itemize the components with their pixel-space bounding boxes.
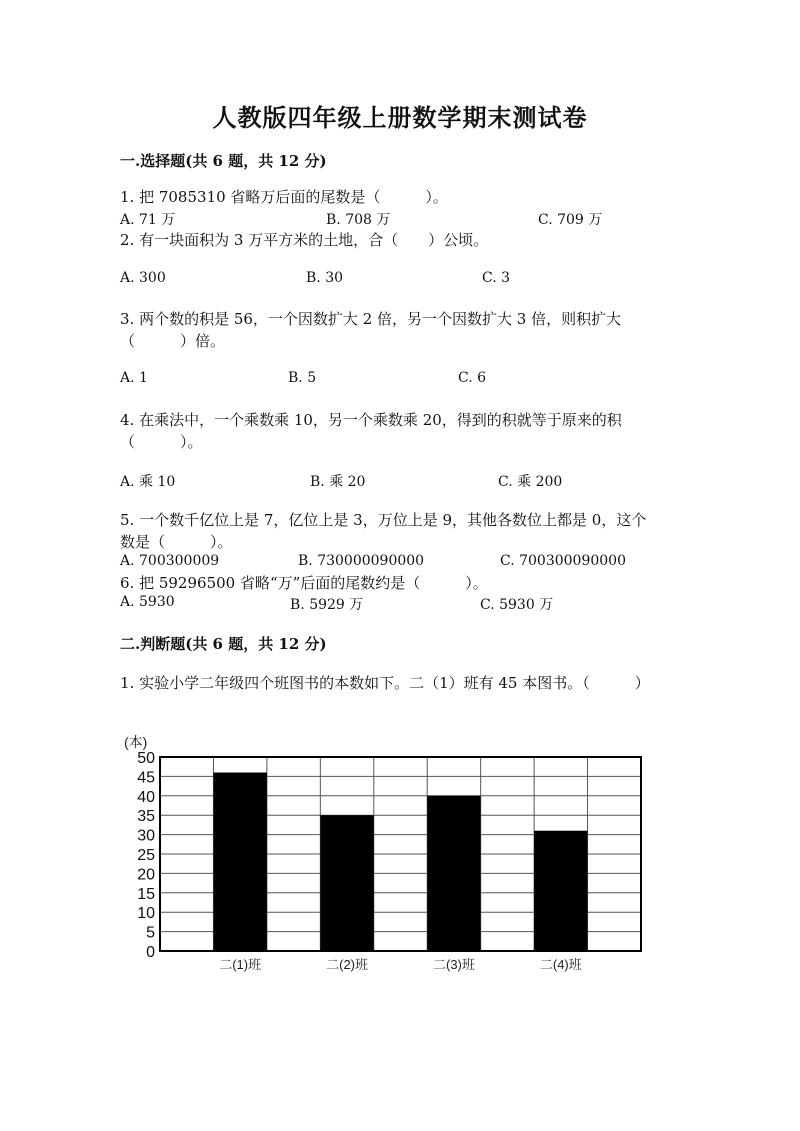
chart-bars xyxy=(213,773,587,951)
x-tick-label: 二(3)班 xyxy=(432,957,475,972)
option-c[interactable]: C. 709 万 xyxy=(538,212,603,228)
question-4-line1: 4. 在乘法中，一个乘数乘 10，另一个乘数乘 20，得到的积就等于原来的积 xyxy=(120,411,622,429)
bar-3 xyxy=(427,796,480,951)
y-axis-label: (本) xyxy=(124,734,148,750)
option-c[interactable]: C. 3 xyxy=(482,270,511,286)
bar-1 xyxy=(213,773,266,951)
judge-question-1: 1. 实验小学二年级四个班图书的本数如下。二（1）班有 45 本图书。（ ） xyxy=(120,674,650,692)
y-tick-labels xyxy=(137,750,155,961)
option-a[interactable]: A. 1 xyxy=(120,370,148,386)
x-tick-label: 二(1)班 xyxy=(219,957,262,972)
option-a[interactable]: A. 71 万 xyxy=(120,212,176,228)
section-judge-heading: 二.判断题(共 6 题，共 12 分) xyxy=(120,635,327,653)
x-tick-label: 二(4)班 xyxy=(539,957,582,972)
y-tick-label: 20 xyxy=(137,866,155,884)
option-b[interactable]: B. 30 xyxy=(306,270,344,286)
option-b[interactable]: B. 5 xyxy=(288,370,317,386)
bar-chart xyxy=(110,730,650,980)
option-b[interactable]: B. 乘 20 xyxy=(310,474,366,490)
question-5-line2: 数是（ ）。 xyxy=(120,533,233,551)
option-b[interactable]: B. 708 万 xyxy=(326,212,391,228)
bar-4 xyxy=(534,831,587,951)
y-tick-label: 0 xyxy=(146,944,155,961)
question-4-line2: （ ）。 xyxy=(120,433,203,451)
y-tick-label: 25 xyxy=(137,847,155,864)
y-tick-label: 10 xyxy=(137,905,155,923)
question-3-line2: （ ）倍。 xyxy=(120,332,226,350)
y-tick-label: 35 xyxy=(137,808,155,826)
y-tick-label: 30 xyxy=(137,827,155,845)
option-b[interactable]: B. 5929 万 xyxy=(290,597,364,613)
question-5-options xyxy=(120,553,680,573)
y-tick-label: 40 xyxy=(137,788,155,806)
y-tick-label: 5 xyxy=(146,924,155,942)
y-tick-label: 50 xyxy=(137,750,155,767)
section-choice-heading: 一.选择题(共 6 题，共 12 分) xyxy=(120,152,327,170)
question-4 xyxy=(120,409,680,453)
question-2: 2. 有一块面积为 3 万平方米的土地，合（ ）公顷。 xyxy=(120,231,489,249)
page-title: 人教版四年级上册数学期末测试卷 xyxy=(212,103,588,132)
option-a[interactable]: A. 700300009 xyxy=(120,553,220,569)
question-3-line1: 3. 两个数的积是 56，一个因数扩大 2 倍，另一个因数扩大 3 倍，则积扩大 xyxy=(120,310,622,328)
question-5-line1: 5. 一个数千亿位上是 7，亿位上是 3，万位上是 9，其他各数位上都是 0，这个 xyxy=(120,511,647,529)
option-b[interactable]: B. 730000090000 xyxy=(298,553,425,569)
option-a[interactable]: A. 5930 xyxy=(120,594,175,610)
question-2-options xyxy=(120,270,680,290)
question-4-options xyxy=(120,471,680,491)
option-c[interactable]: C. 6 xyxy=(458,370,487,386)
x-tick-label: 二(2)班 xyxy=(326,957,369,972)
bar-2 xyxy=(320,815,373,951)
question-3 xyxy=(120,308,680,352)
question-6: 6. 把 59296500 省略“万”后面的尾数约是（ ）。 xyxy=(120,574,488,592)
option-a[interactable]: A. 乘 10 xyxy=(120,474,176,490)
question-1: 1. 把 7085310 省略万后面的尾数是（ ）。 xyxy=(120,188,448,206)
question-1-options xyxy=(120,209,680,229)
option-c[interactable]: C. 乘 200 xyxy=(498,474,563,490)
x-tick-labels xyxy=(219,957,582,972)
y-tick-label: 15 xyxy=(137,885,155,903)
option-a[interactable]: A. 300 xyxy=(120,270,166,286)
question-3-options xyxy=(120,370,680,390)
y-tick-label: 45 xyxy=(137,769,155,787)
option-c[interactable]: C. 700300090000 xyxy=(500,553,626,569)
question-6-options xyxy=(120,594,680,614)
question-5 xyxy=(120,509,680,553)
option-c[interactable]: C. 5930 万 xyxy=(480,597,554,613)
